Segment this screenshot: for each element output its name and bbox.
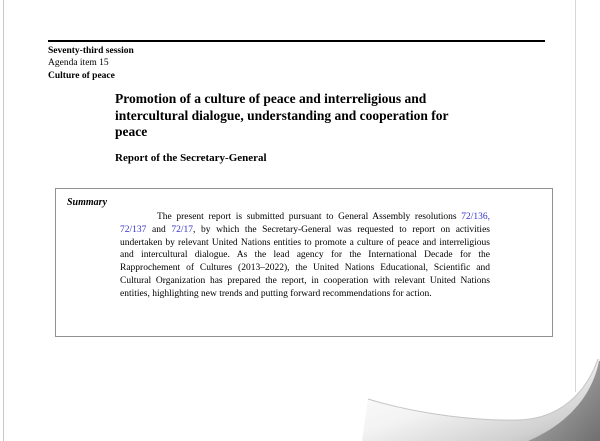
page-left-edge xyxy=(3,0,4,441)
summary-label: Summary xyxy=(67,197,108,208)
header-rule xyxy=(48,40,545,42)
session-title: Seventy-third session xyxy=(48,46,134,56)
summary-text-segment: and xyxy=(146,224,172,235)
page-curl-decoration xyxy=(360,351,600,441)
summary-text-segment: , by which the Secretary-General was requested to report on activities undertaken by relevant United Nations entities to promote a culture of peace and interreligious and intercultural dialogue. As the lead agency for the International Decade for the Rapprochement of Cultures (2013–2022), the United Nations Educational, Scientific and Cultural Organization has prepared the report, in cooperation with relevant United Nations entities, highlighting new trends and putting forward recommendations for action. xyxy=(120,224,490,299)
report-title: Promotion of a culture of peace and interreligious and intercultural dialogue, understanding and cooperation for peace xyxy=(115,91,449,139)
resolution-link-72-136-137[interactable]: 72/136, 72/137 xyxy=(120,212,490,235)
session-header xyxy=(48,45,134,82)
summary-text-segment: The present report is submitted pursuant to General Assembly resolutions xyxy=(157,212,462,222)
agenda-item: Agenda item 15 xyxy=(48,58,109,69)
report-subtitle: Report of the Secretary-General xyxy=(115,152,267,164)
resolution-link-72-17[interactable]: 72/17 xyxy=(171,224,193,235)
summary-paragraph xyxy=(120,211,490,301)
agenda-topic: Culture of peace xyxy=(48,70,115,81)
summary-box xyxy=(55,188,553,337)
page-right-edge xyxy=(575,0,576,392)
